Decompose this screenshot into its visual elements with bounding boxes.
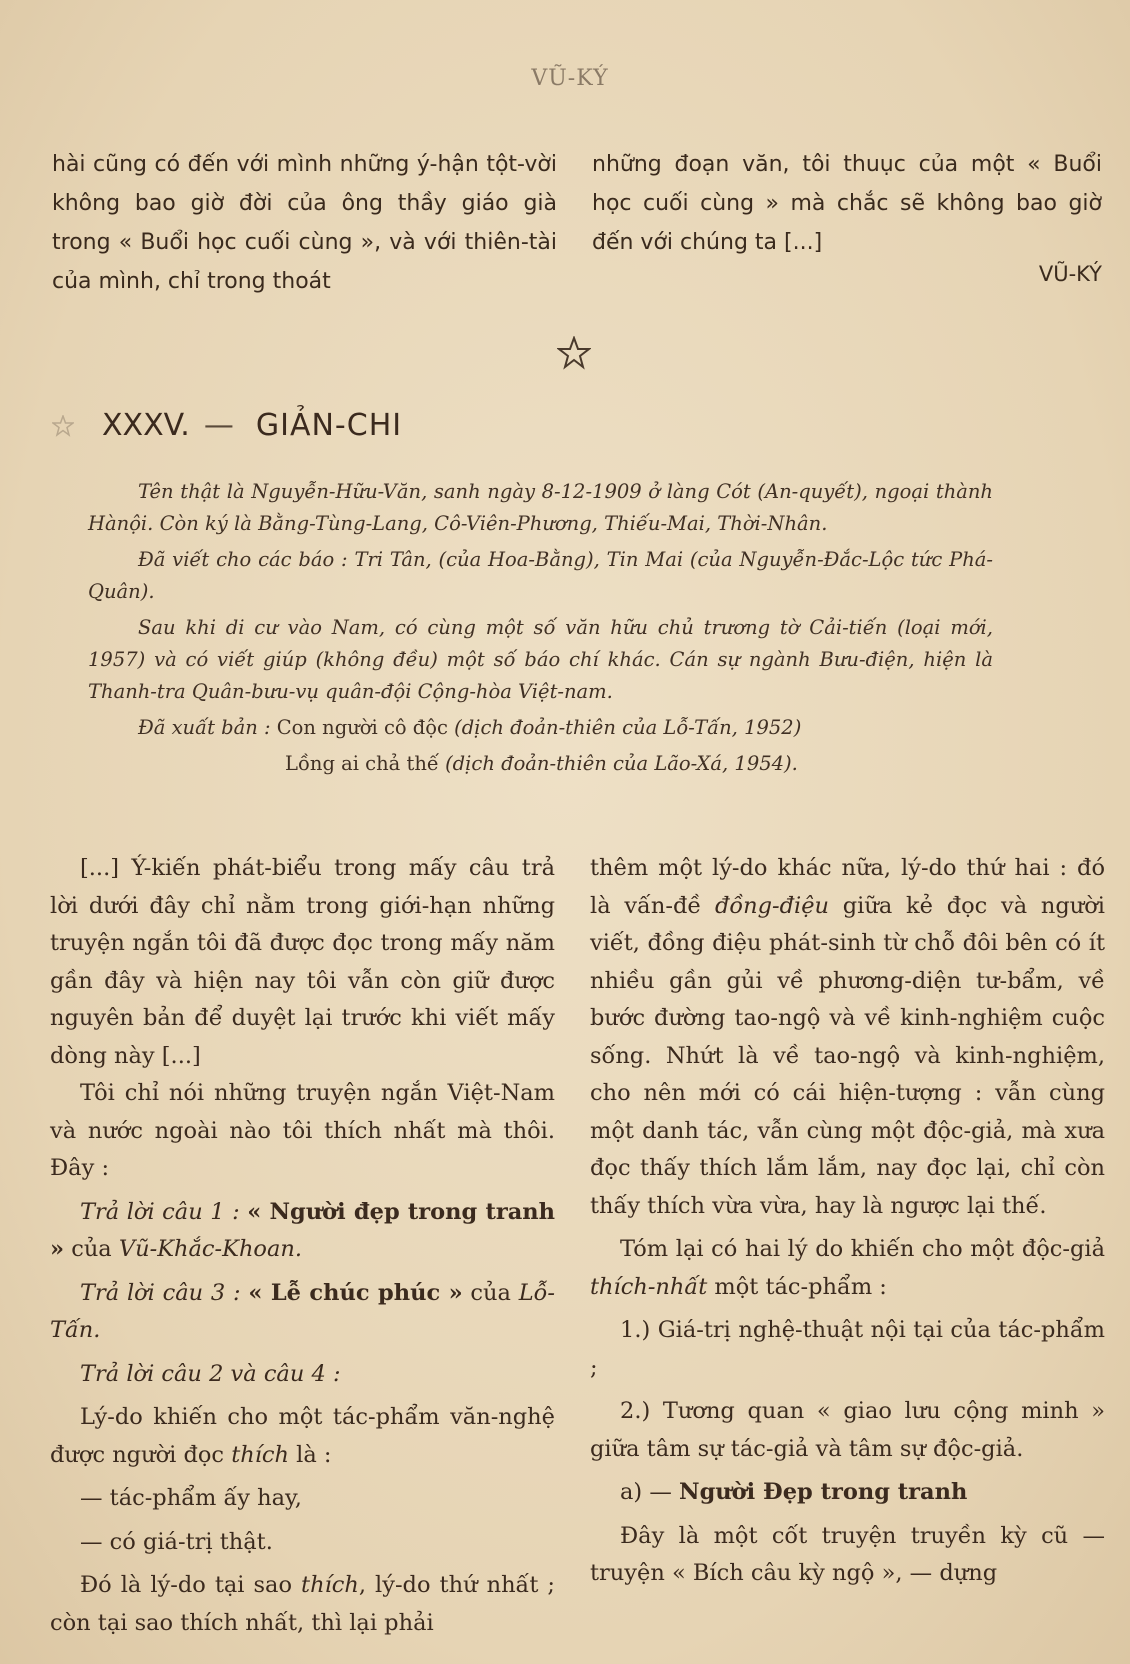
answer-line: Trả lời câu 1 : « Người đẹp trong tranh » của Vũ-Khắc-Khoan.: [50, 1198, 556, 1262]
section-number: XXXV.: [102, 408, 190, 443]
bio-paragraph-1: Tên thật là Nguyễn-Hữu-Văn, sanh ngày 8-12-1909 ở làng Cót (An-quyết), ngoại thành Hànội. Còn ký là Bằng-Tùng-Lang, Cô-Viên-Phương, Thiếu-Mai, Thời-Nhân.: [88, 480, 993, 535]
previous-entry-left-text: hài cũng có đến với mình những ý-hận tột-vời không bao giờ đời của ông thầy giáo già trong « Buổi học cuối cùng », và với thiên-tài của mình, chỉ trong thoát: [52, 152, 557, 294]
subheading: a) — Người Đẹp trong tranh: [620, 1479, 968, 1505]
bio-paragraph-2: Đã viết cho các báo : Tri Tân, (của Hoa-Bằng), Tin Mai (của Nguyễn-Đắc-Lộc tức Phá-Quân).: [88, 548, 993, 603]
answer-line: Trả lời câu 2 và câu 4 :: [80, 1360, 341, 1387]
list-item: 1.) Giá-trị nghệ-thuật nội tại của tác-phẩm ;: [590, 1317, 1105, 1381]
bio-published-title-2: Lồng ai chả thế: [285, 752, 446, 775]
section-heading: [52, 408, 402, 443]
essay-paragraph: [...] Ý-kiến phát-biểu trong mấy câu trả lời dưới đây chỉ nằm trong giới-hạn những truyện ngắn tôi đã được đọc trong mấy năm gần đây và hiện nay tôi vẫn còn giữ được nguyên bản để duyệt lại trước khi viết mấy dòng này [...]: [50, 855, 555, 1069]
essay-paragraph: Tôi chỉ nói những truyện ngắn Việt-Nam và nước ngoài nào tôi thích nhất mà thôi. Đây :: [50, 1080, 555, 1181]
list-item: 2.) Tương quan « giao lưu cộng minh » giữa tâm sự tác-giả và tâm sự độc-giả.: [590, 1398, 1105, 1462]
section-dash: —: [203, 408, 234, 443]
essay-paragraph: Tóm lại có hai lý do khiến cho một độc-giả thích-nhất một tác-phẩm :: [590, 1236, 1105, 1300]
essay-paragraph: thêm một lý-do khác nữa, lý-do thứ hai : đó là vấn-đề đồng-điệu giữa kẻ đọc và người viết, đồng điệu phát-sinh từ chỗ đôi bên có ít nhiều gần gủi về phương-diện tư-bẩm, về bước đường tao-ngộ và về kinh-nghiệm cuộc sống. Nhứt là về tao-ngộ và kinh-nghiệm, cho nên mới có cái hiện-tượng : vẫn cùng một danh tác, vẫn cùng một độc-giả, mà xưa đọc thấy thích lắm lắm, nay đọc lại, chỉ còn thấy thích vừa vừa, hay là ngược lại thế.: [590, 855, 1105, 1219]
answer-line: Trả lời câu 3 : « Lễ chúc phúc » của Lỗ-Tấn.: [50, 1279, 556, 1343]
bio-published-note-2: (dịch đoản-thiên của Lão-Xá, 1954).: [445, 752, 798, 775]
running-head: VŨ-KÝ: [531, 66, 609, 91]
author-biography: [88, 476, 993, 784]
essay-right-column: [590, 850, 1105, 1593]
bio-published-note-1: (dịch đoản-thiên của Lỗ-Tấn, 1952): [454, 716, 802, 739]
bio-published-1: [88, 712, 993, 744]
list-item: — có giá-trị thật.: [80, 1528, 273, 1555]
essay-paragraph: Đó là lý-do tại sao thích, lý-do thứ nhất ; còn tại sao thích nhất, thì lại phải: [50, 1572, 555, 1636]
previous-entry-left-column: [52, 145, 557, 301]
bio-published-label: Đã xuất bản :: [138, 716, 277, 739]
author-signature: VŨ-KÝ: [1038, 262, 1102, 286]
previous-entry-right-text: những đoạn văn, tôi thuục của một « Buổi học cuối cùng » mà chắc sẽ không bao giờ đến với chúng ta [...]: [592, 152, 1102, 255]
essay-paragraph: Lý-do khiến cho một tác-phẩm văn-nghệ được người đọc thích là :: [50, 1404, 555, 1468]
essay-paragraph: Đây là một cốt truyện truyền kỳ cũ — truyện « Bích câu kỳ ngộ », — dựng: [590, 1522, 1105, 1586]
bio-paragraph-3: Sau khi di cư vào Nam, có cùng một số văn hữu chủ trương tờ Cải-tiến (loại mới, 1957) và có viết giúp (không đều) một số báo chí khác. Cán sự ngành Bưu-điện, hiện là Thanh-tra Quân-bưu-vụ quân-đội Cộng-hòa Việt-nam.: [88, 616, 993, 703]
faint-star-icon: [52, 415, 74, 437]
star-ornament-icon: [557, 336, 591, 370]
bio-published-title-1: Con người cô độc: [276, 716, 455, 739]
essay-left-column: [50, 850, 555, 1642]
previous-entry-right-column: [592, 145, 1102, 286]
section-author-name: GIẢN-CHI: [255, 408, 403, 443]
bio-published-2: [285, 748, 993, 780]
list-item: — tác-phẩm ấy hay,: [80, 1485, 302, 1511]
